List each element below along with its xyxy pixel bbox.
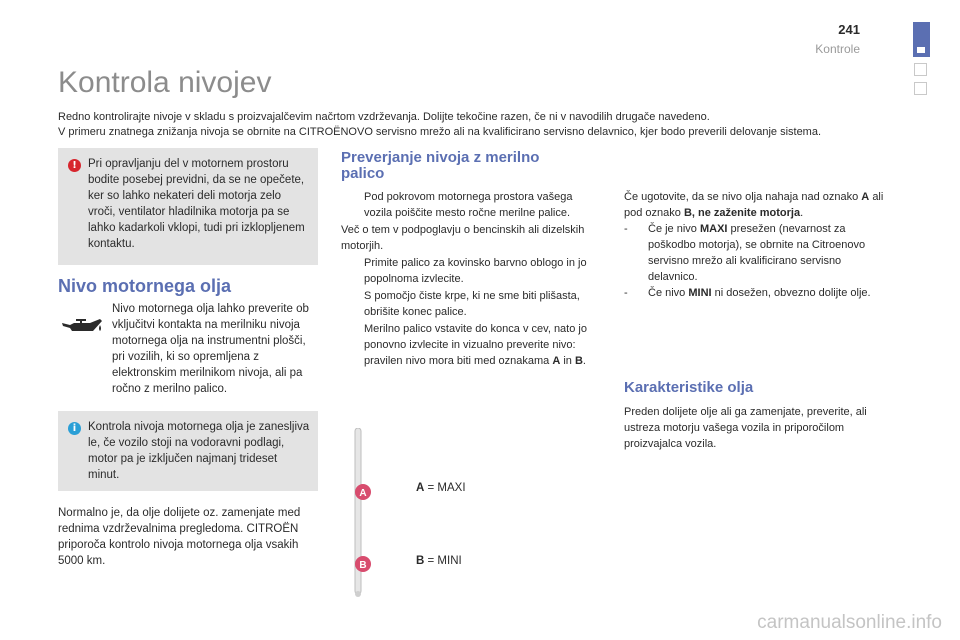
oil-characteristics-heading: Karakteristike olja bbox=[624, 379, 754, 396]
dipstick-heading: Preverjanje nivoja z merilno palico bbox=[341, 149, 540, 182]
level-b-label: B = MINI bbox=[416, 555, 462, 567]
chapter-tab[interactable] bbox=[914, 82, 927, 95]
list-item: Pod pokrovom motornega prostora vašega vozila poiščite mesto ročne merilne palice. bbox=[364, 191, 573, 219]
list-item: - Če je nivo MAXI presežen (nevarnost za poškodbo motorja), se obrnite na Citroenovo servisno mrežo ali kvalificirano servisno delavnico. bbox=[624, 223, 866, 283]
page-title: Kontrola nivojev bbox=[58, 66, 272, 99]
dipstick-steps bbox=[341, 189, 603, 370]
right-text bbox=[624, 189, 886, 301]
oil-can-icon bbox=[60, 316, 104, 338]
list-item: Primite palico za kovinsko barvno oblogo in jo popolnoma izvlecite. bbox=[364, 257, 587, 285]
intro-line: V primeru znatnega znižanja nivoja se obrnite na CITROËNOVO servisno mrežo ali na kvalificirano servisno delavnico, kjer bodo preverili delovanje sistema. bbox=[58, 126, 822, 138]
watermark: carmanualsonline.info bbox=[757, 612, 942, 633]
level-paragraph: Če ugotovite, da se nivo olja nahaja nad oznako A ali pod oznako B, ne zaženite motorja. bbox=[624, 191, 884, 219]
section-title: Kontrole bbox=[815, 42, 860, 56]
intro-text bbox=[58, 110, 918, 140]
info-icon: i bbox=[68, 422, 81, 435]
oil-characteristics-text: Preden dolijete olje ali ga zamenjate, preverite, ali ustreza motorju vašega vozila in priporočilom proizvajalca vozila. bbox=[624, 406, 867, 450]
mark-b-badge: B bbox=[359, 560, 367, 571]
page-number: 241 bbox=[838, 22, 860, 37]
list-note: Več o tem v podpoglavju o bencinskih ali dizelskih motorjih. bbox=[341, 224, 585, 252]
info-text: Kontrola nivoja motornega olja je zanesljiva le, če vozilo stoji na vodoravni podlagi, motor pa je izključen najmanj trideset minut. bbox=[88, 421, 310, 481]
list-item: - Če nivo MINI ni dosežen, obvezno dolijte olje. bbox=[624, 287, 871, 299]
mark-b: B bbox=[574, 355, 583, 367]
info-box bbox=[58, 411, 318, 491]
exclamation-icon: ! bbox=[68, 159, 81, 172]
chapter-tab[interactable] bbox=[914, 63, 927, 76]
chapter-tab-active[interactable] bbox=[913, 22, 930, 57]
list-item: S pomočjo čiste krpe, ki ne sme biti plišasta, obrišite konec palice. bbox=[364, 290, 580, 318]
engine-oil-text: Nivo motornega olja lahko preverite ob vključitvi kontakta na merilniku nivoja motornega olja na instrumentni plošči, pri vozilih, ki so opremljena z elektronskim merilnikom nivoja, ali pa ročno z merilno palico. bbox=[112, 303, 309, 395]
list-item: Merilno palico vstavite do konca v cev, nato jo ponovno izvlecite in vizualno preverite nivo: pravilen nivo mora biti med oznakama A in B. bbox=[364, 323, 587, 367]
warning-text: Pri opravljanju del v motornem prostoru bodite posebej previdni, da se ne opečete, ker so lahko nekateri deli motorja zelo vroči, ventilator hladilnika motorja pa se lahko kadarkoli vklopi, tudi pri izklopljenem kontaktu. bbox=[88, 158, 305, 250]
engine-oil-heading: Nivo motornega olja bbox=[58, 276, 232, 296]
intro-line: Redno kontrolirajte nivoje v skladu s proizvajalčevim načrtom vzdrževanja. Dolijte tekočine razen, če ni v navodilih drugače navedeno. bbox=[58, 111, 710, 123]
mark-a: A bbox=[552, 355, 561, 367]
warning-box bbox=[58, 148, 318, 265]
normal-text: Normalno je, da olje dolijete oz. zamenjate med rednima vzdrževalnima pregledoma. CITROËN priporoča kontrolo nivoja motornega olja vsakih 5000 km. bbox=[58, 507, 301, 567]
level-a-label: A = MAXI bbox=[416, 482, 466, 494]
dipstick-illustration bbox=[350, 428, 372, 598]
mark-a-badge: A bbox=[359, 488, 367, 499]
